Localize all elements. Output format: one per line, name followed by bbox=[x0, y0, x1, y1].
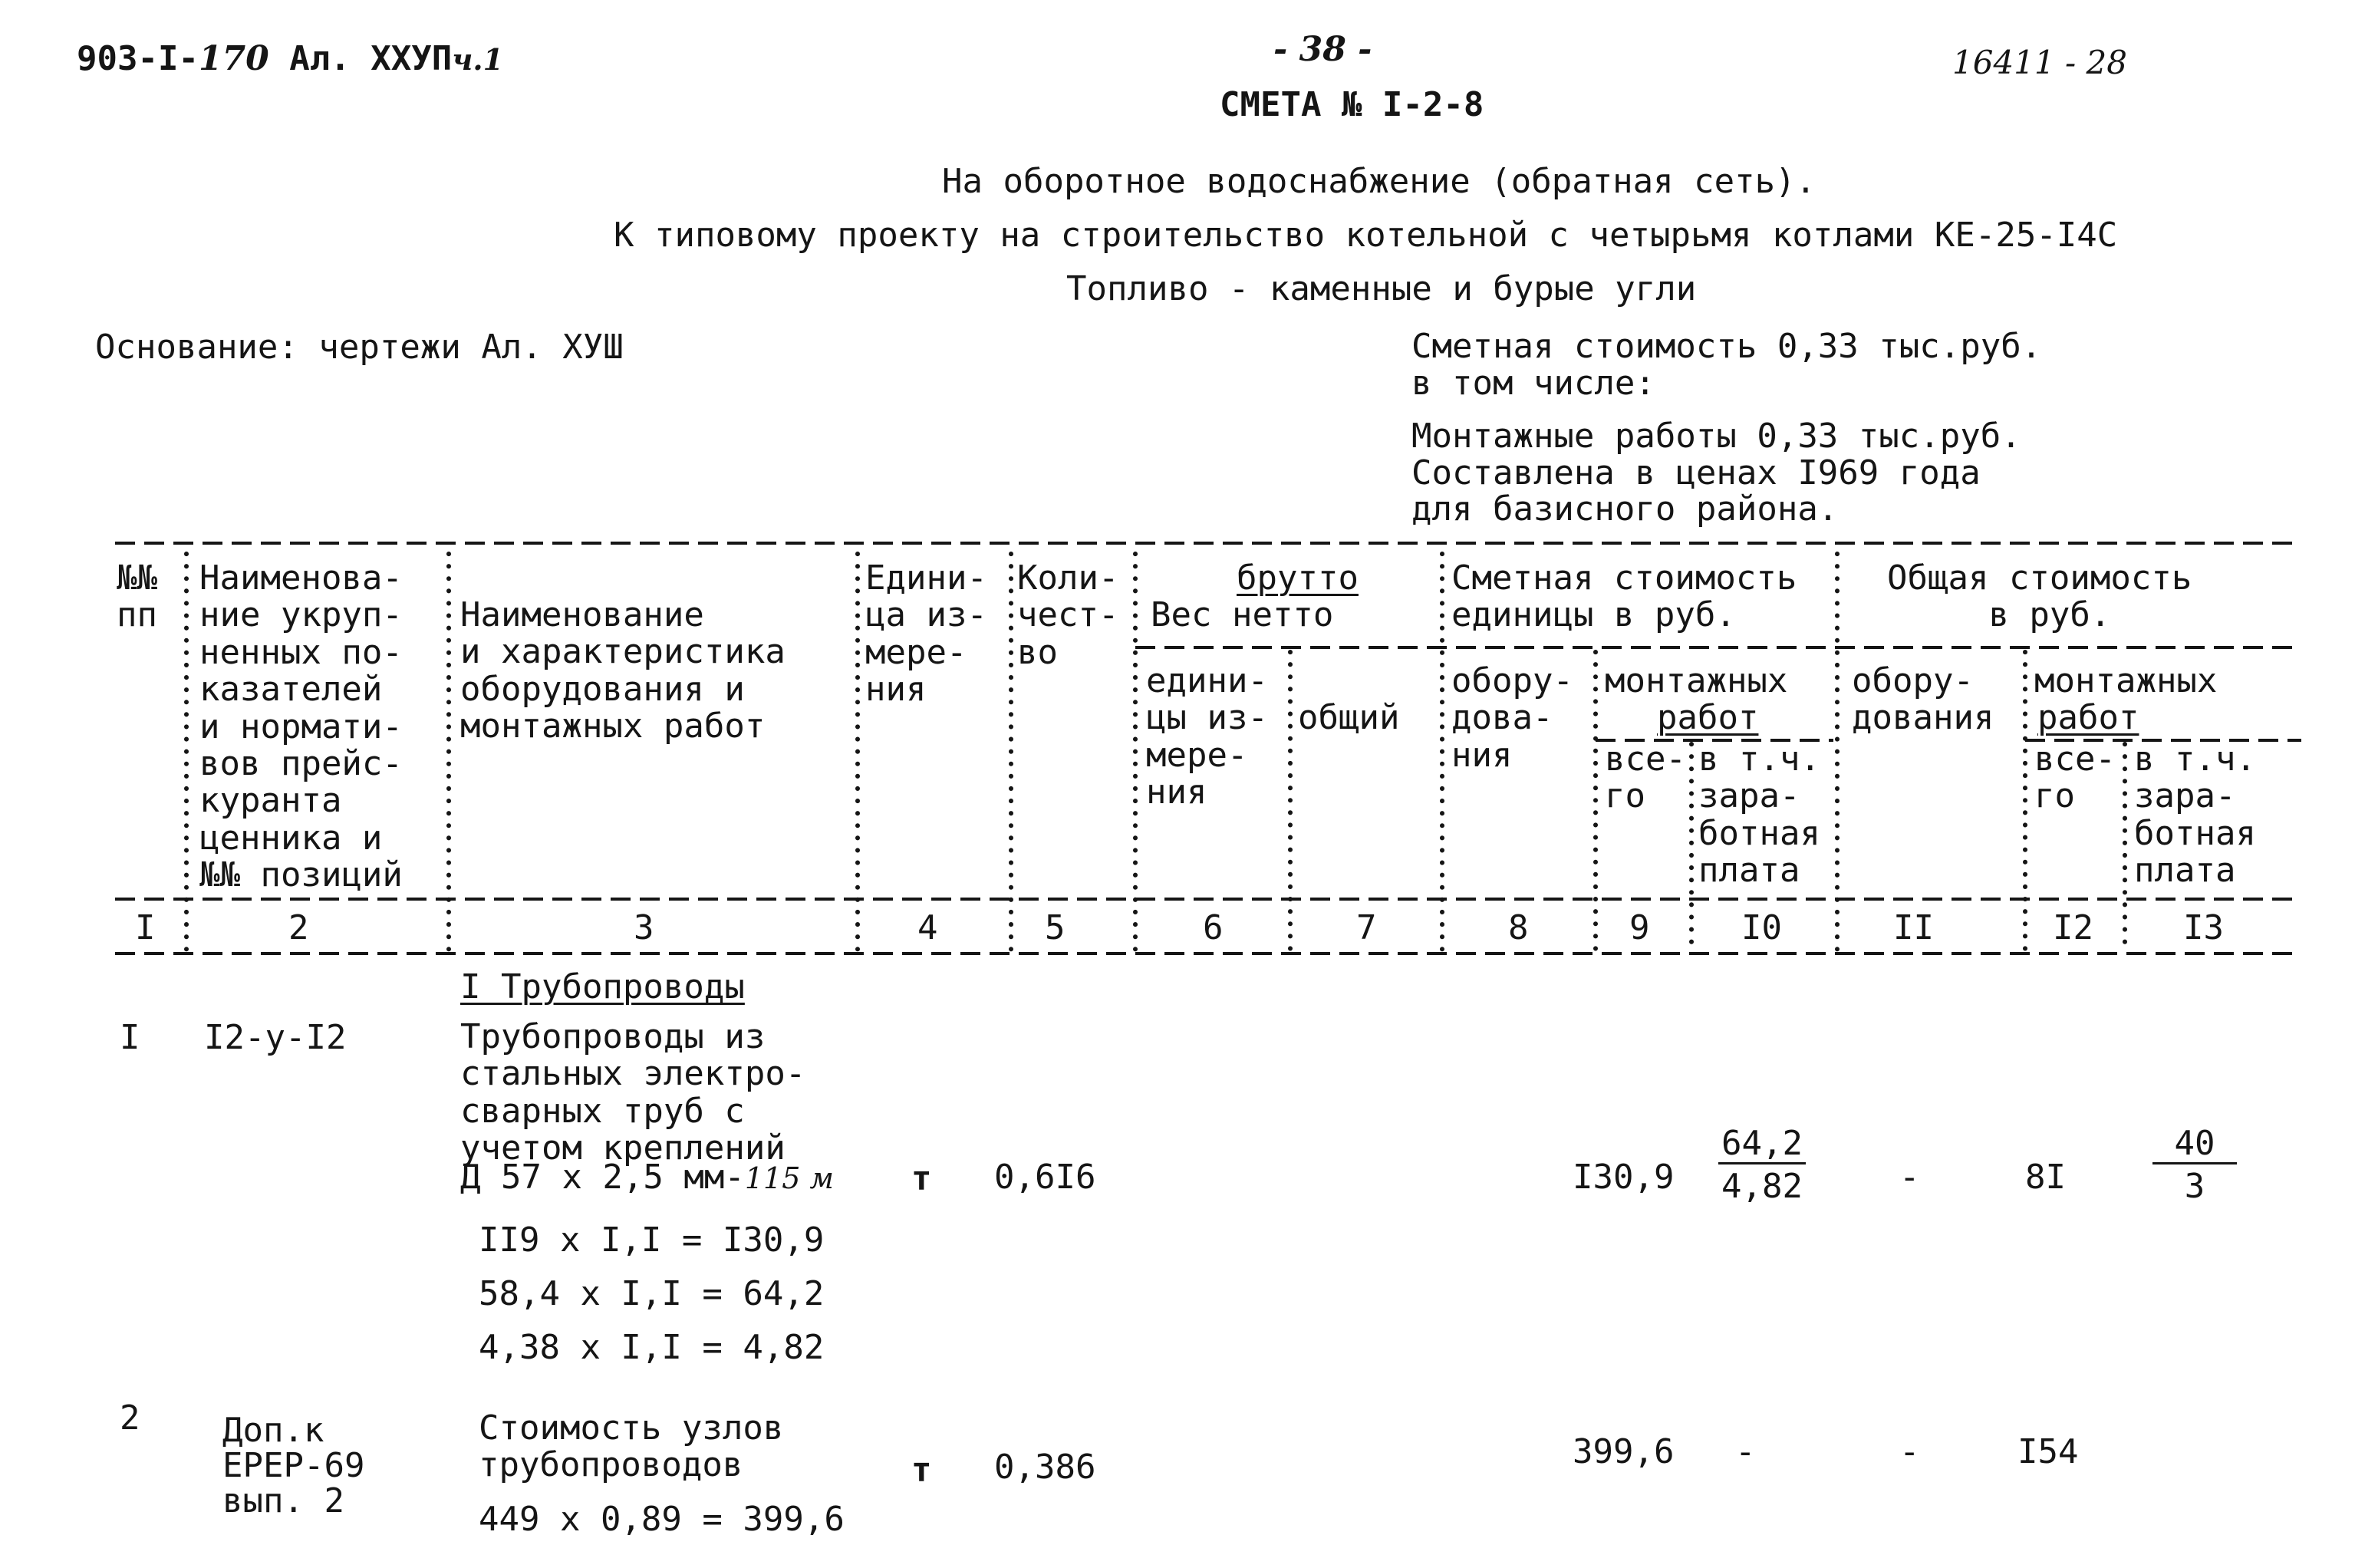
row-2-code: Доп.к ЕРЕР-69 вып. 2 bbox=[222, 1411, 365, 1521]
header-total-installation: монтажных bbox=[2034, 661, 2218, 700]
column-number: 9 bbox=[1629, 908, 1650, 947]
document-code-handwritten: 170 bbox=[198, 39, 269, 78]
row-2-name: Стоимость узлов трубопроводов bbox=[479, 1408, 784, 1485]
header-total-installation-works: работ bbox=[2037, 698, 2139, 737]
column-number: 8 bbox=[1508, 908, 1529, 947]
subtitle-line-2: К типовому проекту на строительство котельной с четырьмя котлами КЕ-25-I4С bbox=[614, 216, 2118, 255]
row-1-unit-wages-denominator: 4,82 bbox=[1721, 1167, 1803, 1207]
column-number: II bbox=[1893, 908, 1934, 947]
row-2-quantity: 0,386 bbox=[994, 1448, 1096, 1487]
row-1-total-installation: 8I bbox=[2025, 1158, 2066, 1197]
subtitle-line-1: На оборотное водоснабжение (обратная сеть). bbox=[942, 162, 1816, 201]
row-1-name: Трубопроводы из стальных электро- сварных труб с учетом креплений bbox=[460, 1017, 806, 1168]
row-2-total-equipment: - bbox=[1899, 1432, 1920, 1471]
cost-info-line: Монтажные работы 0,33 тыс.руб. bbox=[1411, 417, 2021, 456]
row-1-total-wages bbox=[2152, 1125, 2237, 1206]
header-weight-brutto: брутто bbox=[1237, 558, 1359, 598]
row-1-calculation: 4,38 х I,I = 4,82 bbox=[479, 1328, 825, 1367]
page-number: - 38 - bbox=[1273, 30, 1372, 69]
header-total-cost: Общая стоимость в руб. bbox=[1887, 558, 2192, 635]
row-1-spec bbox=[460, 1158, 834, 1196]
row-2-unit-installation-total: 399,6 bbox=[1573, 1432, 1675, 1471]
estimate-title: СМЕТА № I-2-8 bbox=[1220, 85, 1484, 124]
column-number: 2 bbox=[288, 908, 309, 947]
header-total-wages: в т.ч. зара- ботная плата bbox=[2134, 740, 2256, 891]
column-number: I0 bbox=[1741, 908, 1782, 947]
header-unit-installation-works: работ bbox=[1657, 698, 1759, 737]
row-1-unit-wages-numerator: 64,2 bbox=[1718, 1125, 1806, 1164]
row-1-calculation: II9 х I,I = I30,9 bbox=[479, 1220, 825, 1260]
header-unit-equipment: обору- дова- ния bbox=[1451, 661, 1573, 775]
header-quantity: Коли- чест- во bbox=[1017, 558, 1119, 672]
column-number: 7 bbox=[1356, 908, 1377, 947]
row-1-calculation: 58,4 х I,I = 64,2 bbox=[479, 1274, 825, 1313]
header-unit-installation: монтажных bbox=[1605, 661, 1788, 700]
album-printed: Ал. ХХУП bbox=[268, 39, 453, 78]
header-total-installation-total: все- го bbox=[2034, 740, 2116, 816]
cost-info-line: для базисного района. bbox=[1411, 489, 1839, 529]
header-unit-installation-total: все- го bbox=[1605, 740, 1686, 816]
archive-number: 16411 - 28 bbox=[1952, 44, 2127, 81]
cost-info-line: Составлена в ценах I969 года bbox=[1411, 453, 1981, 492]
header-number: №№ пп bbox=[117, 558, 157, 635]
row-1-number: I bbox=[120, 1018, 140, 1057]
row-1-total-wages-denominator: 3 bbox=[2184, 1167, 2205, 1207]
row-1-code: I2-у-I2 bbox=[204, 1018, 347, 1057]
row-2-total-installation: I54 bbox=[2017, 1432, 2079, 1471]
column-number: 5 bbox=[1045, 908, 1066, 947]
row-1-total-equipment: - bbox=[1899, 1158, 1920, 1197]
header-unit-wages: в т.ч. зара- ботная плата bbox=[1698, 740, 1820, 891]
header-description: Наименование и характеристика оборудования и монтажных работ bbox=[460, 595, 786, 746]
header-weight-netto: Вес нетто bbox=[1151, 595, 1334, 634]
column-number: 6 bbox=[1203, 908, 1224, 947]
row-1-unit-installation-total: I30,9 bbox=[1573, 1158, 1675, 1197]
row-1-spec-handwritten: 115 м bbox=[744, 1161, 834, 1195]
header-norm-code: Наименова- ние укруп- ненных по- казателей и нормати- вов прейс- куранта ценника и №№ позиций bbox=[199, 558, 403, 895]
section-title: I Трубопроводы bbox=[460, 967, 745, 1006]
subtitle-line-3: Топливо - каменные и бурые угли bbox=[1066, 269, 1697, 308]
cost-info-line: в том числе: bbox=[1411, 363, 1655, 403]
header-weight-total: общий bbox=[1298, 698, 1400, 737]
column-number: I bbox=[135, 908, 156, 947]
column-number: 3 bbox=[634, 908, 654, 947]
album-handwritten: ч.1 bbox=[452, 42, 504, 77]
row-1-total-wages-numerator: 40 bbox=[2152, 1125, 2237, 1164]
row-2-unit-wages: - bbox=[1735, 1432, 1756, 1471]
row-1-quantity: 0,6I6 bbox=[994, 1158, 1096, 1197]
header-total-equipment: обору- дования bbox=[1852, 661, 1994, 738]
cost-info-line: Сметная стоимость 0,33 тыс.руб. bbox=[1411, 327, 2042, 366]
row-1-spec-printed: Д 57 х 2,5 мм- bbox=[460, 1158, 745, 1197]
column-number: 4 bbox=[917, 908, 938, 947]
row-1-unit-wages bbox=[1718, 1125, 1806, 1206]
header-weight-per-unit: едини- цы из- мере- ния bbox=[1146, 661, 1268, 812]
row-2-unit: т bbox=[911, 1451, 932, 1490]
header-unit: Едини- ца из- мере- ния bbox=[865, 558, 987, 710]
basis-text: Основание: чертежи Ал. ХУШ bbox=[95, 328, 624, 367]
document-code-printed: 903-I- bbox=[77, 39, 199, 78]
header-unit-cost: Сметная стоимость единицы в руб. bbox=[1451, 558, 1797, 635]
row-1-unit: т bbox=[911, 1159, 932, 1198]
column-number: I3 bbox=[2183, 908, 2224, 947]
row-2-calculation: 449 х 0,89 = 399,6 bbox=[479, 1500, 845, 1539]
row-2-number: 2 bbox=[120, 1398, 140, 1438]
column-number: I2 bbox=[2053, 908, 2093, 947]
